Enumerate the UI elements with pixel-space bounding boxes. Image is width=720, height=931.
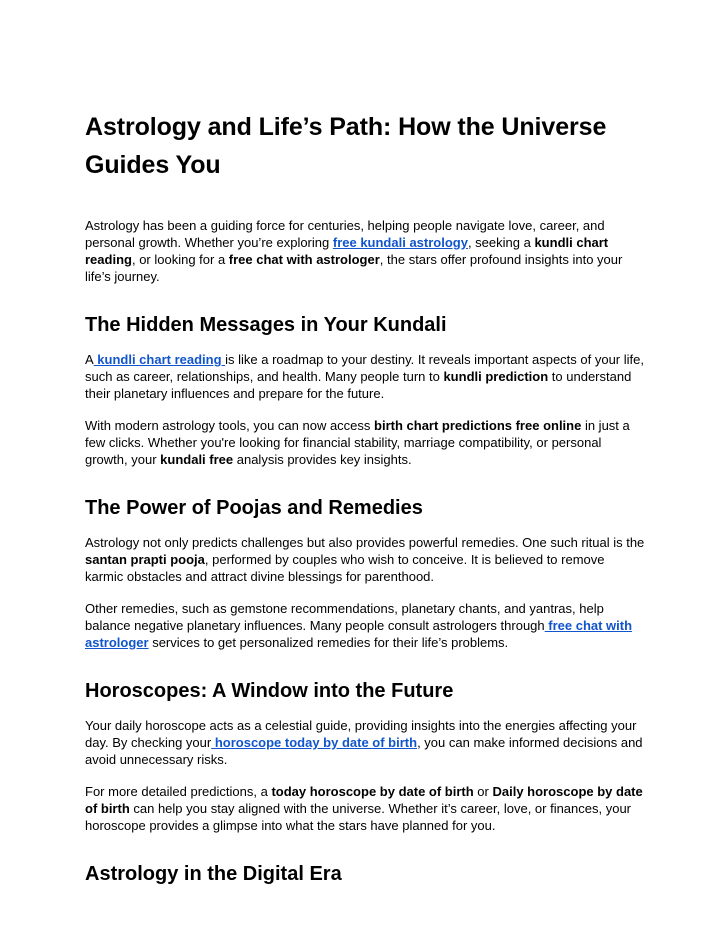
bold-birth-chart-predictions: birth chart predictions free online: [374, 418, 582, 433]
section-heading-digital-era: Astrology in the Digital Era: [85, 863, 342, 885]
paragraph-text: , you can make informed decisions and avoid unnecessary risks.: [85, 735, 643, 767]
paragraph-text: can help you stay aligned with the universe. Whether it’s career, love, or finances, your horoscope provides a glimpse into what the stars have planned for you.: [85, 801, 632, 833]
paragraph-text: is like a roadmap to your destiny. It reveals important aspects of your life, such as career, relationships, and health. Many people turn to: [85, 352, 644, 384]
paragraph-text: services to get personalized remedies for their life’s problems.: [148, 635, 509, 650]
intro-text: , the stars offer profound insights into your life’s journey.: [85, 252, 623, 284]
section-heading-horoscopes: Horoscopes: A Window into the Future: [85, 680, 454, 702]
paragraph-text: or: [473, 784, 493, 799]
poojas-paragraph-1: [85, 534, 645, 585]
paragraph-text: in just a few clicks. Whether you're looking for financial stability, marriage compatibility, or personal growth, your: [85, 418, 630, 467]
paragraph-text: Astrology not only predicts challenges but also provides powerful remedies. One such ritual is the: [85, 535, 645, 550]
paragraph-text: Your daily horoscope acts as a celestial guide, providing insights into the energies affecting your day. By checking your: [85, 718, 637, 750]
document-body: [85, 108, 645, 888]
bold-free-chat-with-astrologer: free chat with astrologer: [228, 252, 380, 267]
section-heading-kundali: The Hidden Messages in Your Kundali: [85, 314, 447, 336]
intro-paragraph: [85, 217, 645, 285]
bold-kundli-chart-reading: kundli chart reading: [85, 235, 609, 267]
page-title: Astrology and Life’s Path: How the Universe Guides You: [85, 113, 607, 179]
bold-today-horoscope: today horoscope by date of birth: [271, 784, 474, 799]
kundali-paragraph-1: [85, 351, 645, 402]
free-kundali-astrology-link[interactable]: free kundali astrology: [332, 235, 468, 250]
paragraph-text: With modern astrology tools, you can now access: [85, 418, 375, 433]
section-heading-poojas: The Power of Poojas and Remedies: [85, 497, 423, 519]
horoscope-today-by-date-of-birth-link[interactable]: horoscope today by date of birth: [211, 735, 418, 750]
paragraph-text: analysis provides key insights.: [233, 452, 412, 467]
paragraph-text: A: [85, 352, 94, 367]
intro-text: , or looking for a: [131, 252, 229, 267]
paragraph-text: Other remedies, such as gemstone recommendations, planetary chants, and yantras, help balance negative planetary influences. Many people consult astrologers through: [85, 601, 604, 633]
paragraph-text: to understand their planetary influences and prepare for the future.: [85, 369, 632, 401]
poojas-paragraph-2: [85, 600, 645, 651]
kundali-paragraph-2: [85, 417, 645, 468]
intro-text: , seeking a: [467, 235, 535, 250]
paragraph-text: , performed by couples who wish to conceive. It is believed to remove karmic obstacles and attract divine blessings for parenthood.: [85, 552, 605, 584]
intro-text: Astrology has been a guiding force for centuries, helping people navigate love, career, and personal growth. Whether you’re exploring: [85, 218, 605, 250]
kundli-chart-reading-link[interactable]: kundli chart reading: [93, 352, 226, 367]
horoscopes-paragraph-2: [85, 783, 645, 834]
paragraph-text: For more detailed predictions, a: [85, 784, 272, 799]
horoscopes-paragraph-1: [85, 717, 645, 768]
bold-santan-prapti-pooja: santan prapti pooja: [85, 552, 205, 567]
bold-kundli-prediction: kundli prediction: [443, 369, 549, 384]
free-chat-with-astrologer-link[interactable]: free chat with astrologer: [85, 618, 633, 650]
bold-kundali-free: kundali free: [160, 452, 234, 467]
bold-daily-horoscope: Daily horoscope by date of birth: [85, 784, 643, 816]
